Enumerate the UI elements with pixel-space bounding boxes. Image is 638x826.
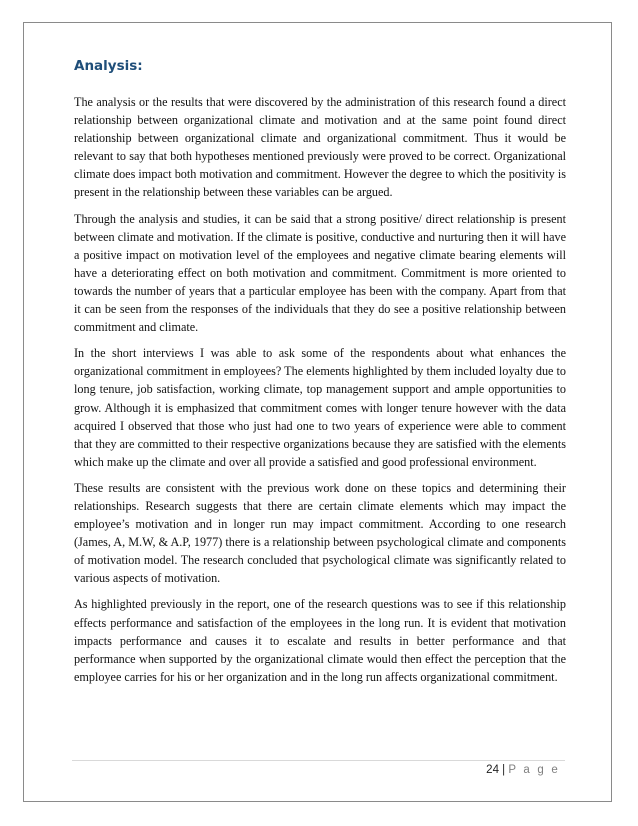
paragraph-3: In the short interviews I was able to ask some of the respondents about what enhances the organizational commitment in employees? The elements highlighted by them included loyalty due to long tenure, job satisfaction, working climate, top management support and ample opportunities to grow. Although it is emphasized that commitment comes with longer tenure however with the data acquired I observed that those who just had one to two years of experience were able to comment that they are committed to their respective organizations because they are satisfied with the elements which make up the climate and over all provide a satisfied and good professional environment.	[74, 346, 566, 469]
page-number: 24	[486, 764, 499, 776]
footer-divider	[72, 760, 565, 761]
page-label: P a g e	[508, 764, 560, 776]
paragraph-5: As highlighted previously in the report, one of the research questions was to see if this relationship effects performance and satisfaction of the employees in the long run. It is evident that motivation impacts performance and causes it to escalate and results in better performance and that performance when supported by the organizational climate would then effect the perception that the employee carries for his or her organization and in the long run affects organizational commitment.	[74, 597, 566, 684]
paragraph-1: The analysis or the results that were discovered by the administration of this research found a direct relationship between organizational climate and motivation and at the same point found direct relationship between organizational climate and organizational commitment. Thus it would be relevant to say that both hypotheses mentioned previously were proved to be correct. Organizational climate does impact both motivation and commitment. However the degree to which the positivity is present in the relationship between these variables can be argued.	[74, 95, 566, 200]
paragraph-2: Through the analysis and studies, it can be said that a strong positive/ direct relationship is present between climate and motivation. If the climate is positive, conductive and nurturing then it will have a positive impact on motivation level of the employees and negative climate bearing elements will have a deteriorating effect on both motivation and commitment. Commitment is more oriented to towards the number of years that a particular employee has been with the company. Apart from that it can be seen from the responses of the individuals that they do see a positive relationship between commitment and climate.	[74, 211, 566, 335]
body-text	[74, 93, 566, 694]
page-footer	[486, 764, 560, 776]
section-heading: Analysis:	[74, 58, 143, 74]
paragraph-4: These results are consistent with the previous work done on these topics and determining their relationships. Research suggests that there are certain climate elements which may impact the employee’s motivation and in longer run may impact commitment. According to one research (James, A, M.W, & A.P, 1977) there is a relationship between psychological climate and components of motivation model. The research concluded that psychological climate was significantly related to various aspects of motivation.	[74, 480, 566, 586]
footer-separator: |	[498, 764, 509, 776]
